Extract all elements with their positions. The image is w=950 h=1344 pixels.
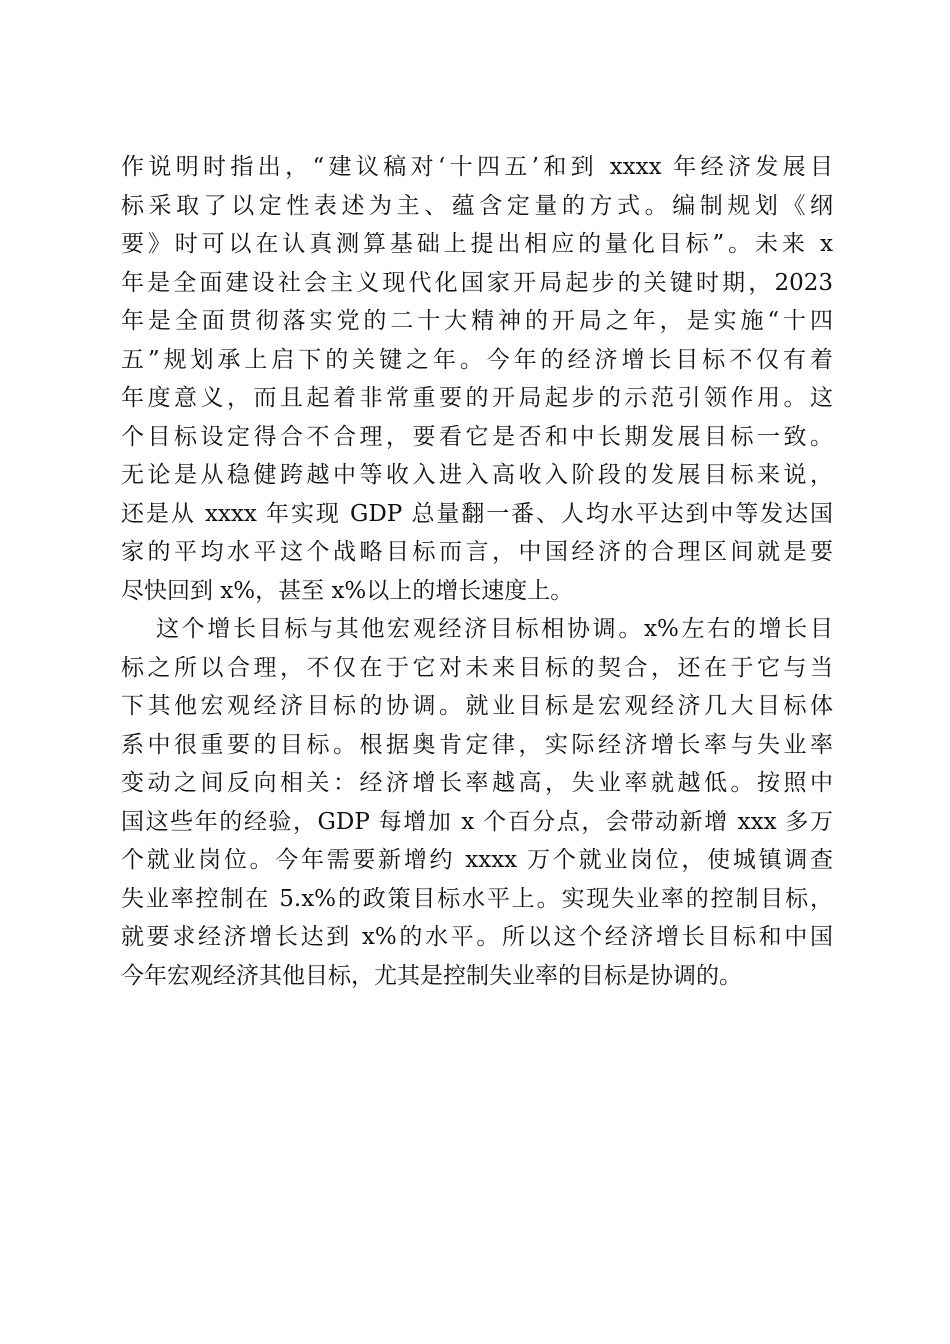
text-line: 国这些年的经验，GDP 每增加 x 个百分点，会带动新增 xxx 多万 xyxy=(121,808,833,835)
text-line: 五”规划承上启下的关键之年。今年的经济增长目标不仅有着 xyxy=(121,346,833,373)
text-line: 个就业岗位。今年需要新增约 xxxx 万个就业岗位，使城镇调查 xyxy=(121,847,833,873)
text-line: 今年宏观经济其他目标，尤其是控制失业率的目标是协调的。 xyxy=(121,962,742,989)
text-line: 这个增长目标与其他宏观经济目标相协调。x%左右的增长目 xyxy=(156,616,833,642)
text-line: 标之所以合理，不仅在于它对未来目标的契合，还在于它与当 xyxy=(121,654,833,681)
text-line: 个目标设定得合不合理，要看它是否和中长期发展目标一致。 xyxy=(121,423,833,450)
text-line: 要》时可以在认真测算基础上提出相应的量化目标”。未来 x xyxy=(121,231,833,257)
text-line: 系中很重要的目标。根据奥肯定律，实际经济增长率与失业率 xyxy=(121,731,833,758)
text-line: 失业率控制在 5.x%的政策目标水平上。实现失业率的控制目标， xyxy=(121,885,833,912)
paragraph xyxy=(121,148,833,610)
text-line: 家的平均水平这个战略目标而言，中国经济的合理区间就是要 xyxy=(121,539,833,565)
body-text xyxy=(121,148,833,995)
text-line: 下其他宏观经济目标的协调。就业目标是宏观经济几大目标体 xyxy=(121,693,833,719)
text-line: 变动之间反向相关：经济增长率越高，失业率就越低。按照中 xyxy=(121,770,833,796)
text-line: 标采取了以定性表述为主、蕴含定量的方式。编制规划《纲 xyxy=(121,192,833,219)
text-line: 无论是从稳健跨越中等收入进入高收入阶段的发展目标来说， xyxy=(121,462,833,488)
text-line: 年是全面建设社会主义现代化国家开局起步的关键时期，2023 xyxy=(121,269,833,296)
text-line: 作说明时指出，“建议稿对‘十四五’和到 xxxx 年经济发展目 xyxy=(121,154,833,180)
text-line: 年是全面贯彻落实党的二十大精神的开局之年，是实施“十四 xyxy=(121,308,833,334)
text-line: 还是从 xxxx 年实现 GDP 总量翻一番、人均水平达到中等发达国 xyxy=(121,500,833,527)
text-line: 就要求经济增长达到 x%的水平。所以这个经济增长目标和中国 xyxy=(121,924,833,950)
text-line: 尽快回到 x%，甚至 x%以上的增长速度上。 xyxy=(121,577,574,604)
paragraph xyxy=(121,610,833,995)
text-line: 年度意义，而且起着非常重要的开局起步的示范引领作用。这 xyxy=(121,385,833,411)
